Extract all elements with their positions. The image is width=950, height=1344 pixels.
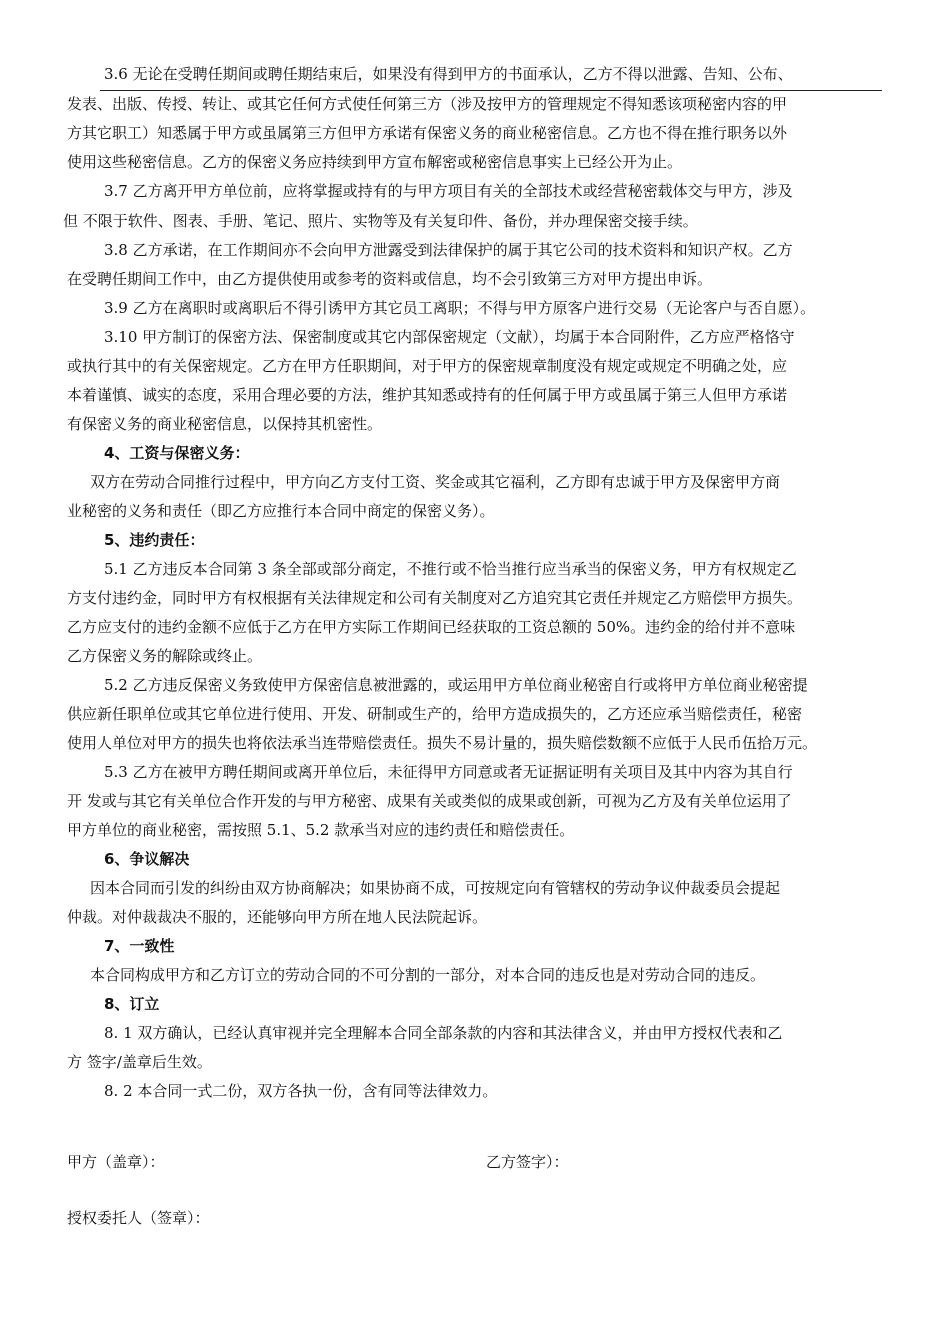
clause-5-1-line-3: 乙方应支付的违约金额不应低于乙方在甲方实际工作期间已经获取的工资总额的 50%。违约金的给付并不意味 (67, 618, 796, 636)
clause-5-2-line-3: 使用人单位对甲方的损失也将依法承当连带赔偿责任。损失不易计量的，损失赔偿数额不应低于人民币伍拾万元。 (67, 734, 818, 752)
clause-5-1-line-2: 方支付违约金，同时甲方有权根据有关法律规定和公司有关制度对乙方追究其它责任并规定乙方赔偿甲方损失。 (67, 589, 803, 607)
section-6-line-2: 仲裁。对仲裁裁决不服的，还能够向甲方所在地人民法院起诉。 (67, 908, 488, 926)
section-6-line-1: 因本合同而引发的纠纷由双方协商解决；如果协商不成，可按规定向有管辖权的劳动争议仲裁委员会提起 (90, 879, 781, 897)
clause-3-6-line-3: 方其它职工）知悉属于甲方或虽属第三方但甲方承诺有保密义务的商业秘密信息。乙方也不得在推行职务以外 (67, 124, 788, 142)
section-6-heading: 6、争议解决 (104, 850, 190, 868)
section-4-line-1: 双方在劳动合同推行过程中，甲方向乙方支付工资、奖金或其它福利，乙方即有忠诚于甲方及保密甲方商 (90, 473, 781, 491)
clause-3-6-line-2: 发表、出版、传授、转让、或其它任何方式使任何第三方（涉及按甲方的管理规定不得知悉该项秘密内容的甲 (67, 95, 788, 113)
section-7-heading: 7、一致性 (104, 937, 175, 955)
section-8-heading: 8、订立 (104, 995, 160, 1013)
clause-3-6-line-4: 使用这些秘密信息。乙方的保密义务应持续到甲方宣布解密或秘密信息事实上已经公开为止。 (67, 153, 683, 171)
section-4-heading: 4、工资与保密义务： (104, 444, 250, 462)
section-4-line-2: 业秘密的义务和责任（即乙方应推行本合同中商定的保密义务）。 (67, 502, 495, 520)
authorized-agent-label: 授权委托人（签章）： (67, 1209, 210, 1227)
clause-3-10-line-2: 或执行其中的有关保密规定。乙方在甲方任职期间，对于甲方的保密规章制度没有规定或规定不明确之处，应 (67, 357, 788, 375)
party-a-seal-label: 甲方（盖章）： (67, 1153, 165, 1171)
clause-5-3-line-3: 甲方单位的商业秘密，需按照 5.1、5.2 款承当对应的违约责任和赔偿责任。 (67, 821, 575, 839)
clause-5-3-line-2: 开 发或与其它有关单位合作开发的与甲方秘密、成果有关或类似的成果或创新，可视为乙方及有关单位运用了 (67, 792, 792, 810)
clause-5-1-line-4: 乙方保密义务的解除或终止。 (67, 647, 263, 665)
clause-3-9-line-1: 3.9 乙方在离职时或离职后不得引诱甲方其它员工离职；不得与甲方原客户进行交易（无论客户与否自愿）。 (104, 299, 816, 317)
clause-8-1-line-2: 方 签字/盖章后生效。 (67, 1053, 212, 1071)
clause-3-8-line-1: 3.8 乙方承诺，在工作期间亦不会向甲方泄露受到法律保护的属于其它公司的技术资料和知识产权。乙方 (104, 241, 793, 259)
clause-3-10-line-1: 3.10 甲方制订的保密方法、保密制度或其它内部保密规定（文献），均属于本合同附件，乙方应严格恪守 (104, 328, 795, 346)
clause-3-6-line-1: 3.6 无论在受聘任期间或聘任期结束后，如果没有得到甲方的书面承认，乙方不得以泄露、告知、公布、 (104, 65, 793, 83)
clause-5-1-line-1: 5.1 乙方违反本合同第 3 条全部或部分商定，不推行或不恰当推行应当承当的保密义务，甲方有权规定乙 (104, 560, 797, 578)
clause-5-3-line-1: 5.3 乙方在被甲方聘任期间或离开单位后，未征得甲方同意或者无证据证明有关项目及其中内容为其自行 (104, 763, 793, 781)
party-b-signature-label: 乙方签字）： (486, 1153, 569, 1171)
clause-8-1-line-1: 8. 1 双方确认，已经认真审视并完全理解本合同全部条款的内容和其法律含义，并由甲方授权代表和乙 (104, 1024, 783, 1042)
section-7-line-1: 本合同构成甲方和乙方订立的劳动合同的不可分割的一部分，对本合同的违反也是对劳动合同的违反。 (90, 966, 766, 984)
clause-3-10-line-4: 有保密义务的商业秘密信息，以保持其机密性。 (67, 415, 383, 433)
clause-5-2-line-2: 供应新任职单位或其它单位进行使用、开发、研制或生产的，给甲方造成损失的，乙方还应承当赔偿责任，秘密 (67, 705, 803, 723)
clause-3-7-line-1: 3.7 乙方离开甲方单位前，应将掌握或持有的与甲方项目有关的全部技术或经营秘密载体交与甲方，涉及 (104, 182, 793, 200)
clause-5-2-line-1: 5.2 乙方违反保密义务致使甲方保密信息被泄露的，或运用甲方单位商业秘密自行或将甲方单位商业秘密提 (104, 676, 808, 694)
clause-3-8-line-2: 在受聘任期间工作中，由乙方提供使用或参考的资料或信息，均不会引致第三方对甲方提出申诉。 (67, 270, 713, 288)
clause-8-2-line-1: 8. 2 本合同一式二份，双方各执一份，含有同等法律效力。 (104, 1082, 498, 1100)
top-rule (100, 90, 882, 91)
clause-3-7-line-2: 但 不限于软件、图表、手册、笔记、照片、实物等及有关复印件、备份，并办理保密交接手续。 (63, 212, 698, 230)
clause-3-10-line-3: 本着谨慎、诚实的态度，采用合理必要的方法，维护其知悉或持有的任何属于甲方或虽属于第三人但甲方承诺 (67, 386, 788, 404)
section-5-heading: 5、违约责任： (104, 531, 205, 549)
